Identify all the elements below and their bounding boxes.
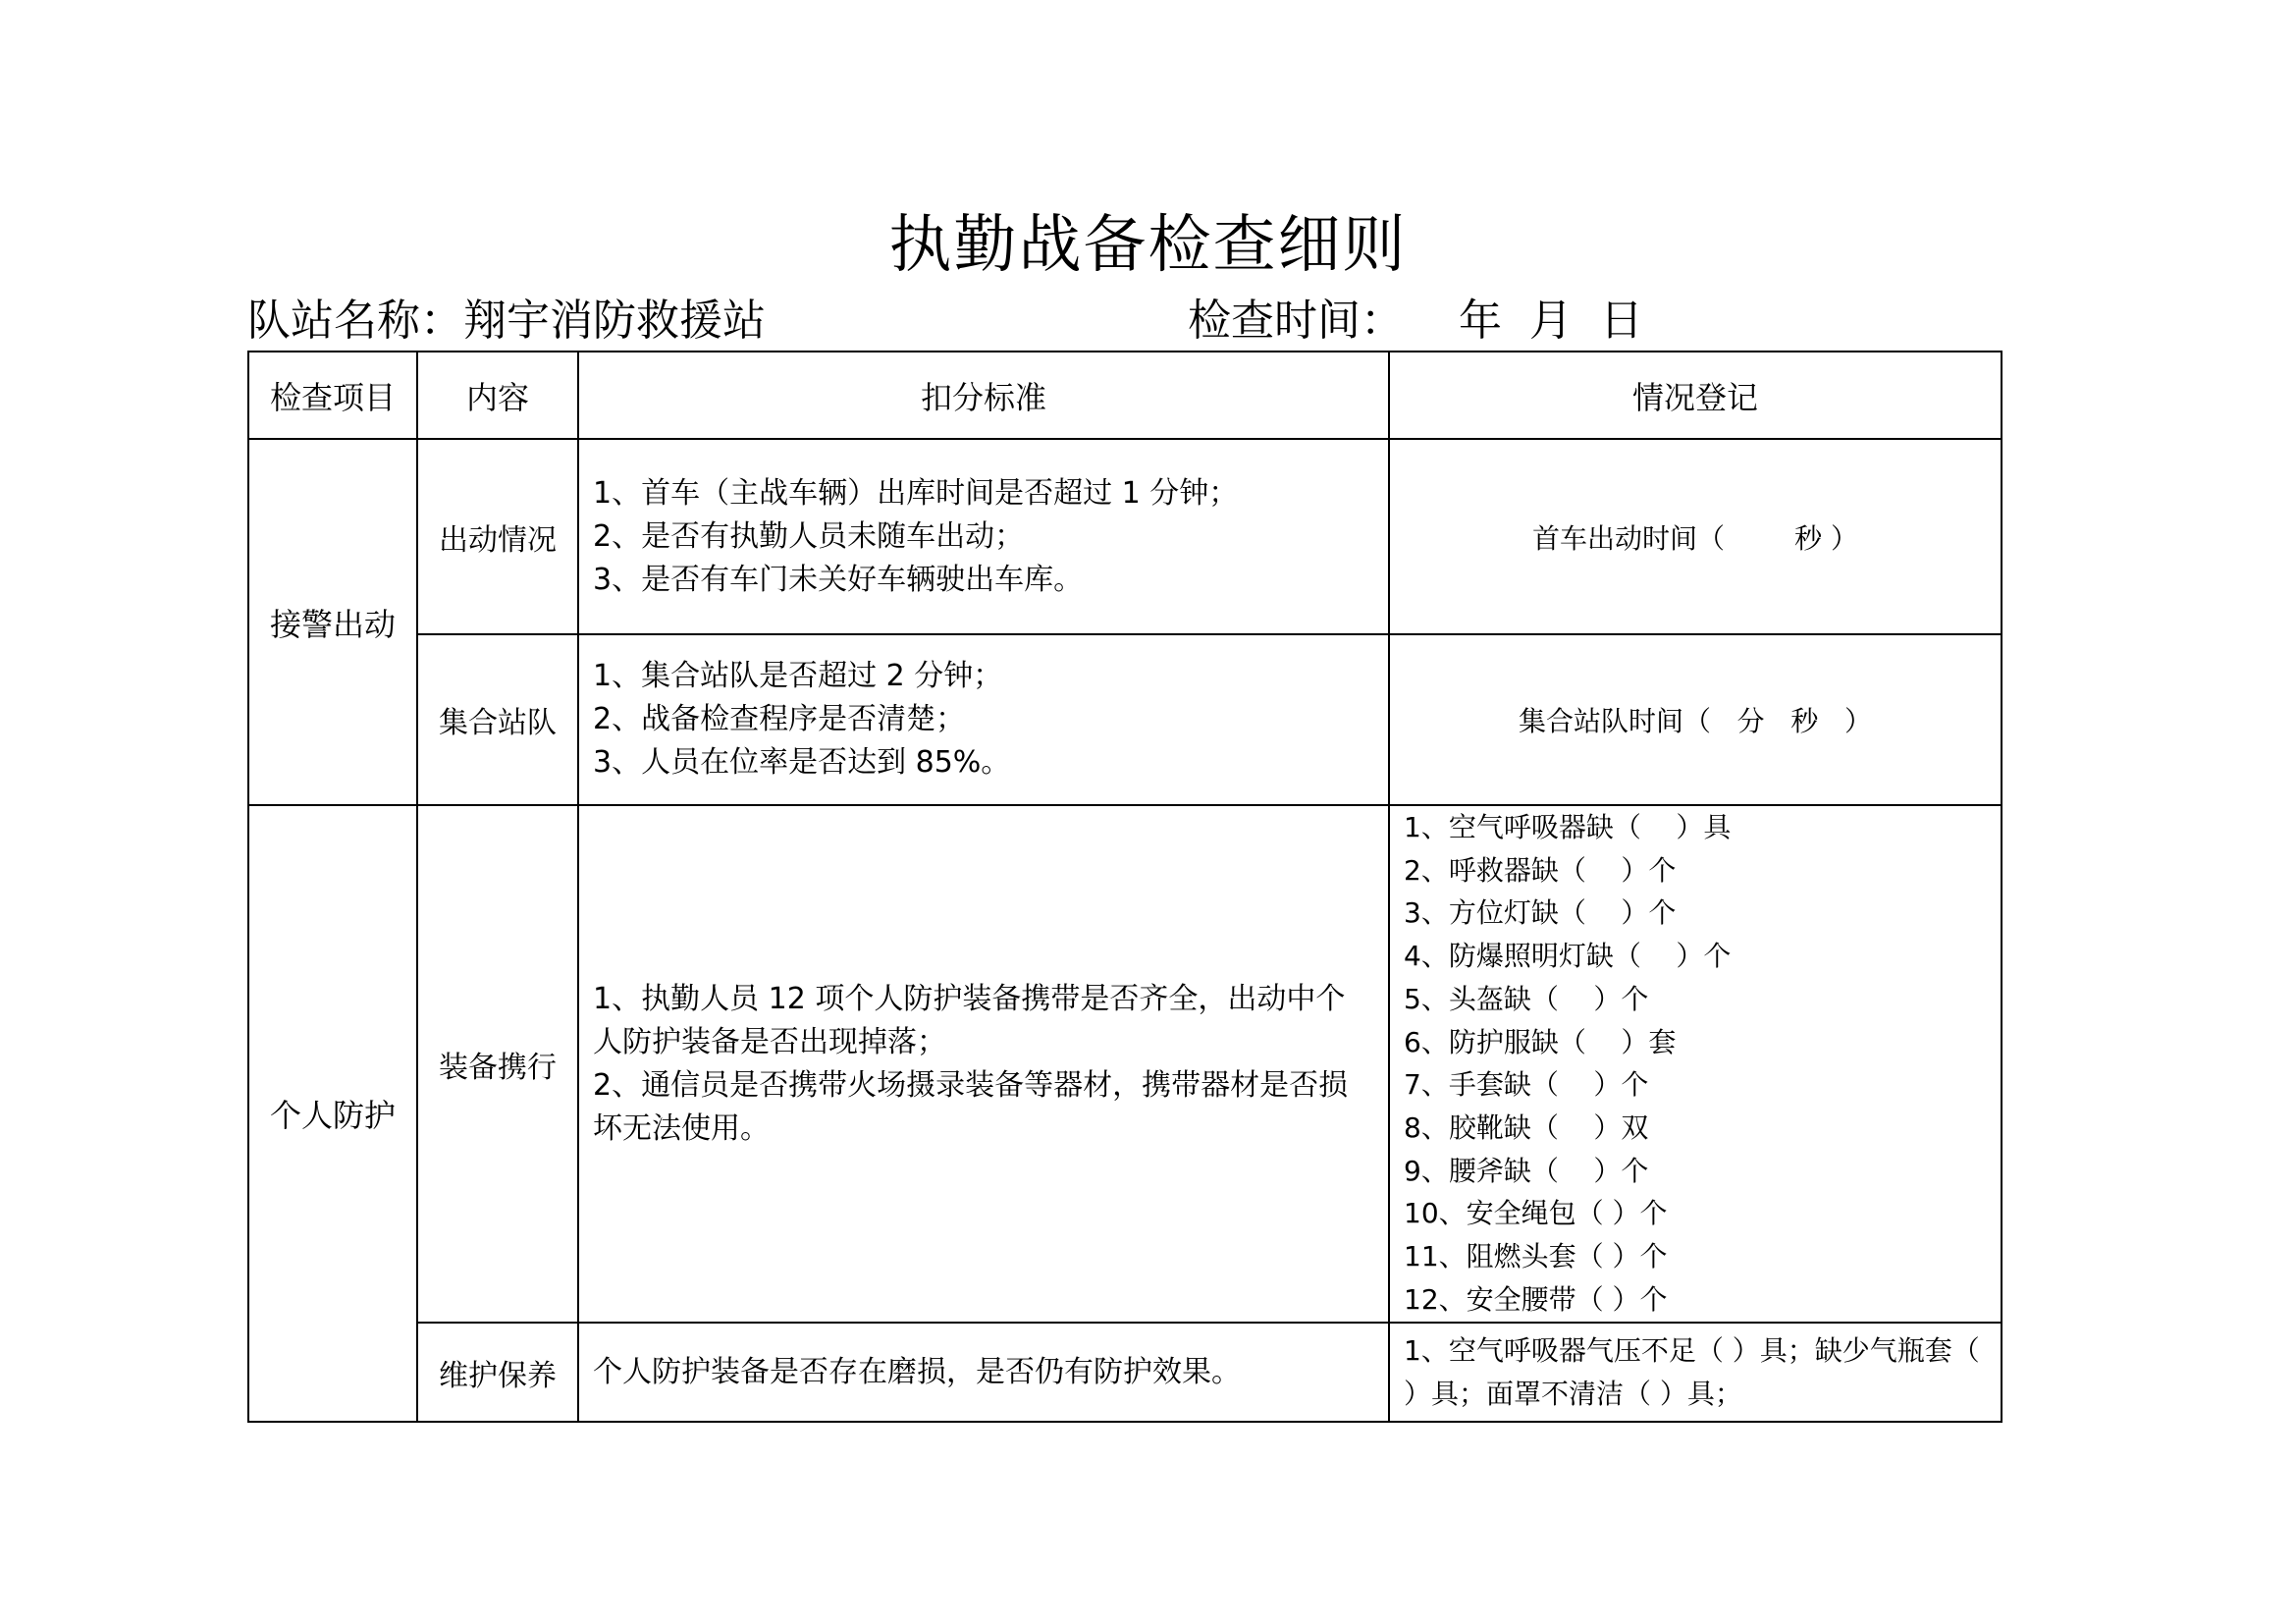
list-item: 9、腰斧缺（ ）个 — [1404, 1154, 1649, 1187]
content-cell: 装备携行 — [417, 805, 578, 1323]
record-cell: 首车出动时间（ 秒 ） — [1389, 439, 2002, 634]
standard-line: 2、战备检查程序是否清楚； — [593, 702, 966, 736]
list-item: 11、阻燃头套（ ）个 — [1404, 1240, 1668, 1273]
standard-cell — [578, 805, 1389, 1323]
standard-line: 个人防护装备是否存在磨损，是否仍有防护效果。 — [593, 1354, 1241, 1389]
standard-line: 3、是否有车门未关好车辆驶出车库。 — [593, 562, 1084, 597]
content-cell: 集合站队 — [417, 634, 578, 805]
table-row — [248, 634, 2002, 805]
standard-cell — [578, 634, 1389, 805]
record-checklist — [1389, 805, 2002, 1323]
standard-cell — [578, 439, 1389, 634]
list-item: 5、头盔缺（ ）个 — [1404, 982, 1649, 1015]
list-item: 2、呼救器缺（ ）个 — [1404, 853, 1677, 887]
header-category: 检查项目 — [248, 352, 417, 439]
content-cell: 出动情况 — [417, 439, 578, 634]
header-standard: 扣分标准 — [578, 352, 1389, 439]
standard-cell — [578, 1323, 1389, 1422]
list-item: 10、安全绳包（ ）个 — [1404, 1197, 1668, 1230]
list-item: 8、胶靴缺（ ）双 — [1404, 1110, 1649, 1144]
inspection-table — [247, 351, 2002, 1423]
standard-line: 1、集合站队是否超过 2 分钟； — [593, 659, 1003, 693]
list-item: 12、安全腰带（ ）个 — [1404, 1282, 1668, 1316]
list-item: 4、防爆照明灯缺（ ）个 — [1404, 940, 1732, 973]
record-cell: 集合站队时间（ 分 秒 ） — [1389, 634, 2002, 805]
table-row — [248, 805, 2002, 1323]
list-item: 6、防护服缺（ ）套 — [1404, 1025, 1677, 1058]
table-header-row — [248, 352, 2002, 439]
category-cell: 个人防护 — [248, 805, 417, 1422]
list-item: 7、手套缺（ ）个 — [1404, 1068, 1649, 1102]
standard-line: 3、人员在位率是否达到 85%。 — [593, 745, 1011, 780]
table-row — [248, 1323, 2002, 1422]
standard-line: 2、通信员是否携带火场摄录装备等器材，携带器材是否损坏无法使用。 — [593, 1067, 1349, 1146]
document-title: 执勤战备检查细则 — [888, 209, 1408, 282]
table-row — [248, 439, 2002, 634]
inspection-time: 检查时间： 年 月 日 — [1188, 296, 1643, 346]
standard-line: 1、首车（主战车辆）出库时间是否超过 1 分钟； — [593, 475, 1239, 511]
category-cell: 接警出动 — [248, 439, 417, 805]
station-name: 队站名称：翔宇消防救援站 — [247, 296, 766, 346]
list-item: 1、空气呼吸器缺（ ）具 — [1404, 811, 1732, 843]
header-record: 情况登记 — [1389, 352, 2002, 439]
content-cell: 维护保养 — [417, 1323, 578, 1422]
list-item: 3、方位灯缺（ ）个 — [1404, 896, 1677, 930]
standard-line: 1、执勤人员 12 项个人防护装备携带是否齐全，出动中个人防护装备是否出现掉落； — [593, 981, 1346, 1059]
header-content: 内容 — [417, 352, 578, 439]
record-cell: 1、空气呼吸器气压不足（ ）具；缺少气瓶套（ ）具；面罩不清洁（ ）具； — [1389, 1323, 2002, 1422]
standard-line: 2、是否有执勤人员未随车出动； — [593, 518, 1025, 554]
